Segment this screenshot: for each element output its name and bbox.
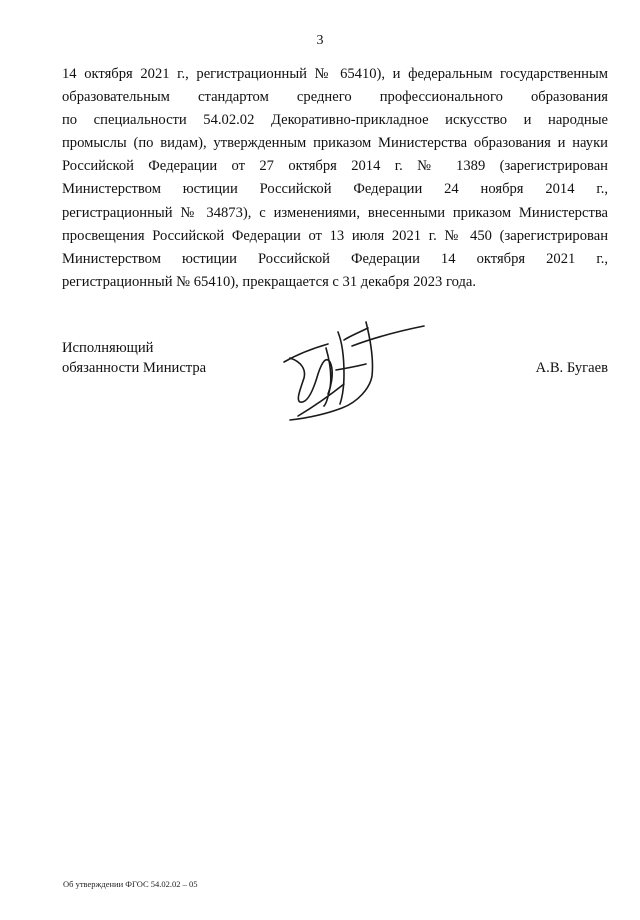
body-line: промыслы (по видам), утвержденным приказом Министерства образования и науки — [62, 135, 608, 152]
body-line: регистрационный № 34873), с изменениями, внесенными приказом Министерства — [62, 204, 608, 221]
page-number: 3 — [316, 33, 324, 48]
body-line: Министерством юстиции Российской Федерации 14 октября 2021 г., — [62, 250, 608, 267]
body-line: образовательным стандартом среднего профессионального образования — [62, 89, 608, 106]
body-paragraph — [62, 63, 608, 294]
footer-document-code: Об утверждении ФГОС 54.02.02 – 05 — [63, 879, 198, 889]
handwritten-signature — [278, 318, 428, 422]
signatory-name: А.В. Бугаев — [535, 360, 608, 376]
signatory-title-line: обязанности Министра — [62, 360, 207, 376]
body-line: просвещения Российской Федерации от 13 июля 2021 г. № 450 (зарегистрирован — [62, 227, 608, 244]
body-line: 14 октября 2021 г., регистрационный № 65410), и федеральным государственным — [62, 66, 608, 82]
body-line: регистрационный № 65410), прекращается с 31 декабря 2023 года. — [62, 273, 477, 290]
signatory-title-line: Исполняющий — [62, 340, 154, 356]
body-line: Министерством юстиции Российской Федерации 24 ноября 2014 г., — [62, 181, 608, 198]
body-line: по специальности 54.02.02 Декоративно-прикладное искусство и народные — [62, 112, 608, 129]
signatory-title — [62, 338, 206, 378]
body-line: Российской Федерации от 27 октября 2014 г. № 1389 (зарегистрирован — [62, 158, 608, 175]
